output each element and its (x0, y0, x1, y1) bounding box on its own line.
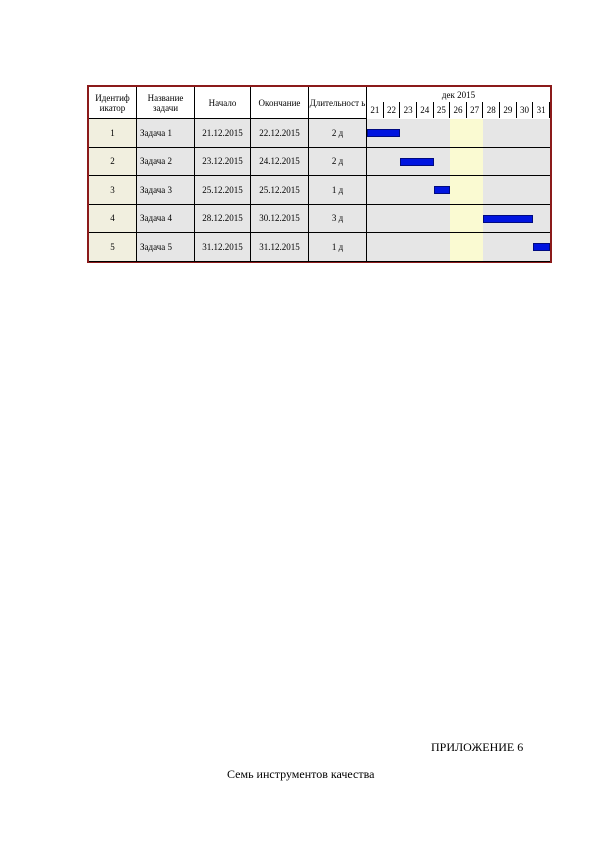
task-id-cell: 2 (89, 148, 137, 177)
header-end: Окончание (251, 87, 309, 119)
task-start-cell: 23.12.2015 (195, 148, 251, 177)
task-end-cell: 31.12.2015 (251, 233, 309, 262)
gantt-table (87, 85, 552, 263)
header-id: Идентиф икатор (89, 87, 137, 119)
document-subtitle: Семь инструментов качества (227, 767, 375, 781)
month-label: дек 2015 (441, 89, 476, 100)
task-start-cell: 25.12.2015 (195, 176, 251, 205)
day-label: 27 (467, 102, 484, 118)
header-name: Название задачи (137, 87, 195, 119)
task-start-cell: 31.12.2015 (195, 233, 251, 262)
weekend-column (467, 119, 484, 261)
task-name-cell: Задача 3 (137, 176, 195, 205)
task-name-cell: Задача 5 (137, 233, 195, 262)
day-label: 23 (400, 102, 417, 118)
row-divider (367, 204, 550, 205)
task-bar (434, 186, 451, 194)
task-bar (483, 215, 533, 223)
row-divider (367, 232, 550, 233)
day-label: 30 (517, 102, 534, 118)
task-name-cell: Задача 1 (137, 119, 195, 148)
row-divider (367, 261, 550, 262)
task-end-cell: 25.12.2015 (251, 176, 309, 205)
task-bar (367, 129, 400, 137)
day-label: 29 (500, 102, 517, 118)
task-id-cell: 5 (89, 233, 137, 262)
task-start-cell: 21.12.2015 (195, 119, 251, 148)
task-id-cell: 3 (89, 176, 137, 205)
row-divider (367, 175, 550, 176)
task-start-cell: 28.12.2015 (195, 205, 251, 234)
task-bar (533, 243, 550, 251)
task-id-cell: 1 (89, 119, 137, 148)
row-divider (367, 147, 550, 148)
task-bar (400, 158, 433, 166)
task-id-cell: 4 (89, 205, 137, 234)
day-label: 28 (483, 102, 500, 118)
day-label: 26 (450, 102, 467, 118)
task-duration-cell: 2 д (309, 119, 367, 148)
task-name-cell: Задача 4 (137, 205, 195, 234)
task-duration-cell: 3 д (309, 205, 367, 234)
task-end-cell: 24.12.2015 (251, 148, 309, 177)
task-duration-cell: 1 д (309, 233, 367, 262)
weekend-column (450, 119, 467, 261)
header-start: Начало (195, 87, 251, 119)
task-end-cell: 22.12.2015 (251, 119, 309, 148)
day-label: 21 (367, 102, 384, 118)
day-label: 24 (417, 102, 434, 118)
task-end-cell: 30.12.2015 (251, 205, 309, 234)
header-duration: Длительност ь (309, 87, 367, 119)
day-label: 25 (434, 102, 451, 118)
task-duration-cell: 2 д (309, 148, 367, 177)
task-duration-cell: 1 д (309, 176, 367, 205)
day-label: 22 (384, 102, 401, 118)
task-name-cell: Задача 2 (137, 148, 195, 177)
appendix-title: ПРИЛОЖЕНИЕ 6 (431, 740, 524, 754)
day-label: 31 (533, 102, 550, 118)
